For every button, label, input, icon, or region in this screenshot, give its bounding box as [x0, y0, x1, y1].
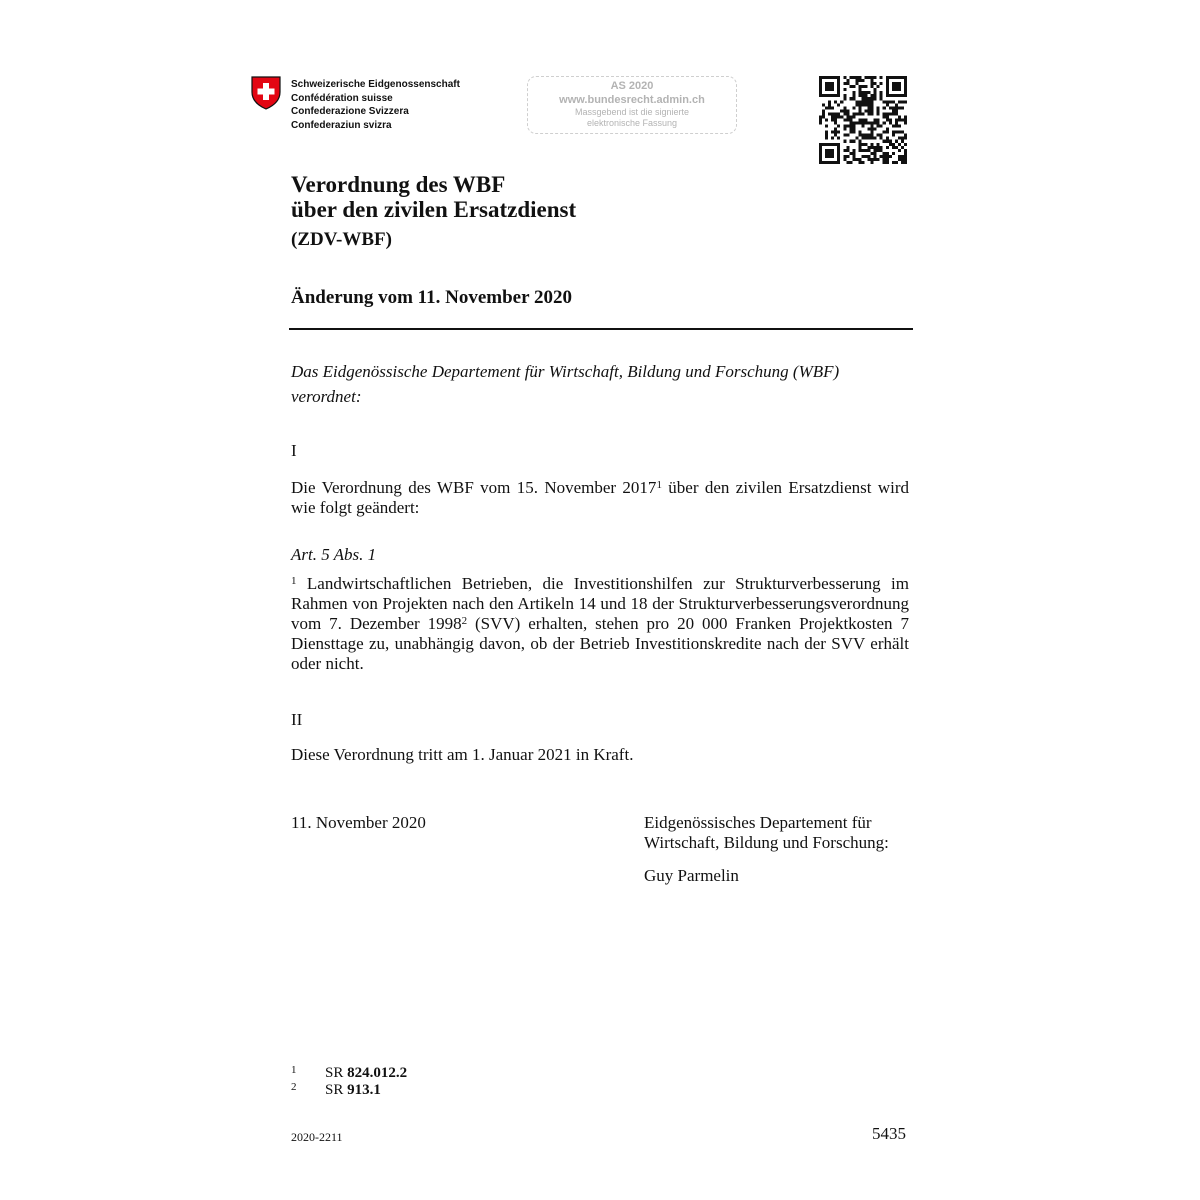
footnote-ref-1[interactable]: 1	[656, 479, 662, 491]
amendment-date-heading: Änderung vom 11. November 2020	[291, 287, 572, 308]
amendment-intro	[291, 478, 909, 518]
paragraph-text-after: (SVV) erhalten, stehen pro 20 000 Franken Projektkosten 7 Diensttage zu, unabhängig davon, ob der Betrieb Investitionskredite nach der SVV erhält oder nicht.	[291, 614, 909, 673]
footnote-2	[291, 1079, 381, 1098]
document-title	[291, 172, 576, 222]
paragraph-text-before: Landwirtschaftlichen Betrieben, die Investitionshilfen zur Strukturverbesserung im Rahmen von Projekten nach den Artikeln 14 und 18 der Strukturverbesserungsverordnung vom 7. Dezember 1998	[291, 574, 909, 633]
swiss-cross-shield-icon	[251, 76, 281, 110]
stamp-note-2: elektronische Fassung	[586, 118, 678, 128]
department-line-2: Wirtschaft, Bildung und Forschung:	[644, 833, 889, 852]
footnote-prefix: SR	[325, 1082, 348, 1098]
signing-department	[644, 813, 889, 853]
footnote-sr-link[interactable]: 824.012.2	[347, 1065, 408, 1081]
federation-name-de: Schweizerische Eidgenossenschaft	[291, 79, 460, 90]
section-heading-2: II	[291, 710, 303, 729]
entry-into-force: Diese Verordnung tritt am 1. Januar 2021 in Kraft.	[291, 745, 634, 764]
intro-text-before: Die Verordnung des WBF vom 15. November 2017	[291, 478, 657, 497]
footnote-prefix: SR	[325, 1065, 348, 1081]
federation-name-rm: Confederaziun svizra	[291, 119, 392, 131]
qr-code-icon	[819, 76, 907, 164]
footnote-number: 1	[291, 1064, 297, 1076]
article-heading: Art. 5 Abs. 1	[291, 545, 377, 564]
footnote-sr-link[interactable]: 913.1	[347, 1082, 381, 1098]
title-line-2: über den zivilen Ersatzdienst	[291, 197, 577, 222]
federation-names	[291, 78, 460, 132]
stamp-note-1: Massgebend ist die signierte	[574, 107, 690, 117]
department-line-1: Eidgenössisches Departement für	[644, 813, 872, 832]
preamble: Das Eidgenössische Departement für Wirtschaft, Bildung und Forschung (WBF) verordnet:	[291, 362, 840, 406]
article-paragraph	[291, 574, 909, 674]
stamp-url: www.bundesrecht.admin.ch	[559, 94, 705, 106]
signer-name: Guy Parmelin	[644, 866, 739, 885]
paragraph-number: 1	[291, 575, 297, 587]
footnote-number: 2	[291, 1081, 297, 1093]
title-line-1: Verordnung des WBF	[291, 172, 506, 197]
stamp-collection: AS 2020	[610, 80, 654, 92]
intro-text-after: über den zivilen Ersatzdienst wird wie folgt geändert:	[291, 478, 909, 517]
document-number: 2020-2211	[291, 1130, 343, 1144]
section-heading-1: I	[291, 441, 297, 460]
title-abbreviation: (ZDV-WBF)	[291, 229, 392, 250]
title-divider	[289, 328, 913, 330]
federation-name-fr: Confédération suisse	[291, 92, 393, 104]
official-publication-stamp	[527, 76, 737, 134]
federation-name-it: Confederazione Svizzera	[291, 106, 409, 117]
signature-date: 11. November 2020	[291, 813, 426, 832]
footnote-ref-2[interactable]: 2	[461, 615, 468, 627]
page-number: 5435	[872, 1124, 906, 1143]
